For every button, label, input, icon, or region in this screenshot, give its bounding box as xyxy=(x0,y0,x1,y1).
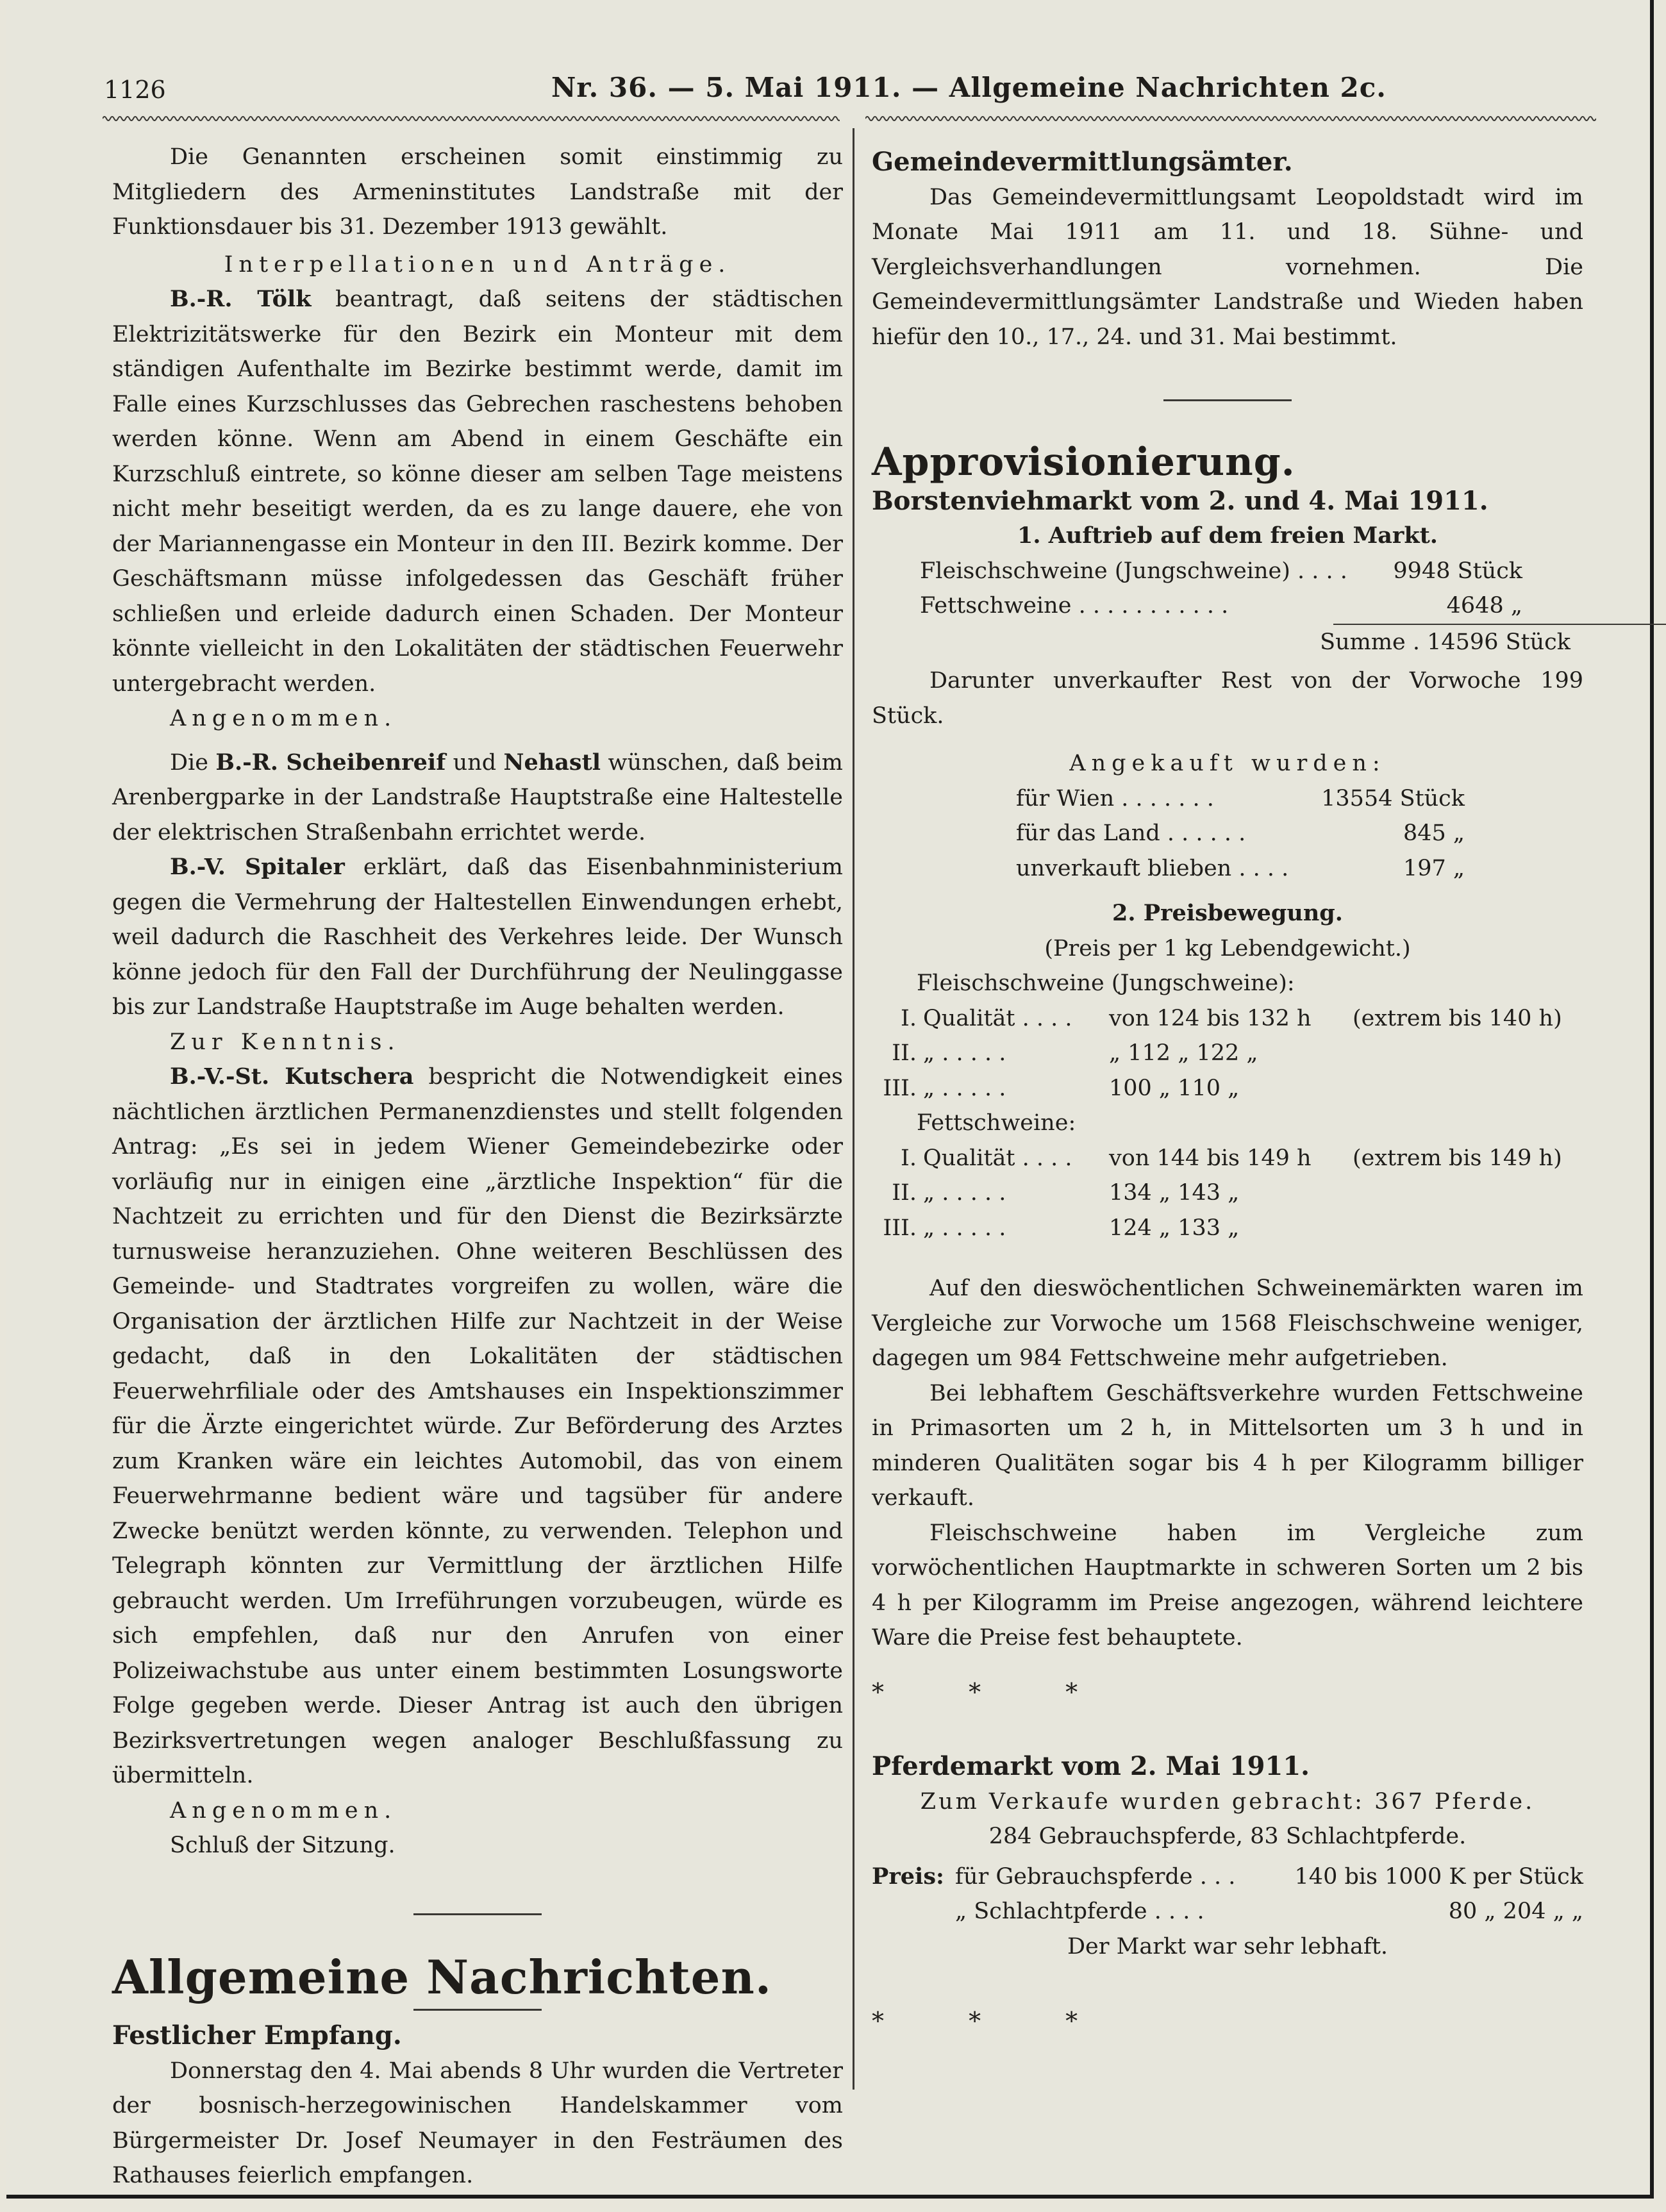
fleisch-table xyxy=(872,1001,1583,1106)
left-column xyxy=(112,140,843,2193)
fett-value: 124 „ 133 „ xyxy=(1109,1215,1240,1241)
paragraph-empfang: Donnerstag den 4. Mai abends 8 Uhr wurden die Vertreter der bosnisch-herzegowinischen Handelskammer vom Bürgermeister Dr. Josef Neumayer in den Festräumen des Rathauses feierlich empfangen. xyxy=(112,2058,843,2188)
paragraph-gemeindevermittlung: Das Gemeindevermittlungsamt Leopoldstadt wird im Monate Mai 1911 am 11. und 18. Sühne- und Vergleichsverhandlungen vornehmen. Die Gemeindevermittlungsämter Landstraße und Wieden haben hiefür den 10., 17., 24. und 31. Mai bestimmt. xyxy=(872,184,1583,350)
paragraph-toelk xyxy=(112,282,843,701)
fleisch-extreme xyxy=(1353,1036,1583,1071)
summe-line: Summe . 14596 Stück xyxy=(1320,629,1570,655)
fett-quality: II. xyxy=(892,1180,917,1206)
preis-subtitle: (Preis per 1 kg Lebendgewicht.) xyxy=(1044,935,1411,961)
paragraph-markt-1: Auf den dieswöchentlichen Schweinemärkten waren im Vergleiche zur Vorwoche um 1568 Fleischschweine weniger, dagegen um 984 Fettschweine mehr aufgetrieben. xyxy=(872,1276,1583,1371)
paragraph-kutschera xyxy=(112,1060,843,1793)
fleisch-quality: I. xyxy=(901,1005,917,1031)
fett-label: Fettschweine: xyxy=(917,1110,1076,1136)
fett-extreme: (extrem bis 149 h) xyxy=(1353,1145,1562,1171)
fleisch-row xyxy=(872,1036,1583,1071)
ankauf-label: für Wien . . . . . . . xyxy=(1016,785,1214,811)
heading-pferdemarkt: Pferdemarkt vom 2. Mai 1911. xyxy=(872,1751,1310,1781)
fett-extreme xyxy=(1353,1211,1583,1246)
auftrieb-row xyxy=(920,554,1522,589)
text-scheib-mid: und xyxy=(446,749,504,776)
fleisch-label: Qualität . . . . xyxy=(923,1005,1072,1031)
text-scheib-pre: Die xyxy=(170,749,216,776)
text-scheib: wünschen, daß beim Arenbergparke in der Landstraße Hauptstraße eine Haltestelle der elektrischen Straßenbahn errichtet werde. xyxy=(112,749,843,845)
name-kutschera: B.-V.-St. Kutschera xyxy=(170,1063,414,1090)
ankauf-value: 197 „ xyxy=(1403,855,1465,881)
fett-row xyxy=(872,1141,1583,1176)
auftrieb-table xyxy=(872,554,1522,624)
paragraph-armeninstitut: Die Genannten erscheinen somit einstimmig zu Mitgliedern des Armeninstitutes Landstraße mit der Funktionsdauer bis 31. Dezember 1913 gewählt. xyxy=(112,144,843,240)
newspaper-page xyxy=(6,0,1654,2199)
pferd-verkauf: Zum Verkaufe wurden gebracht: 367 Pferde. xyxy=(920,1788,1535,1815)
auftrieb-value: 9948 Stück xyxy=(1393,558,1522,584)
ankauf-value: 845 „ xyxy=(1403,820,1465,846)
heading-borstenviehmarkt: Borstenviehmarkt vom 2. und 4. Mai 1911. xyxy=(872,485,1488,516)
heading-interpellationen: Interpellationen und Anträge. xyxy=(224,251,731,278)
wavy-rule-left xyxy=(103,114,840,123)
fleisch-row xyxy=(872,1071,1583,1106)
ankauf-label: für das Land . . . . . . xyxy=(1016,820,1246,846)
separator-stars-2: * * * xyxy=(872,2007,1117,2035)
pferd-preis-value: 80 „ 204 „ „ xyxy=(1448,1899,1583,1924)
fleisch-label: „ . . . . . xyxy=(923,1075,1006,1101)
angenommen-2: Angenommen. xyxy=(170,1797,397,1824)
fleisch-extreme xyxy=(1353,1071,1583,1106)
auftrieb-row xyxy=(920,588,1522,624)
short-rule-3 xyxy=(1163,399,1292,401)
heading-empfang: Festlicher Empfang. xyxy=(112,2020,402,2050)
paragraph-scheibenreif xyxy=(112,745,843,851)
paragraph-markt-2: Bei lebhaftem Geschäftsverkehre wurden Fettschweine in Primasorten um 2 h, in Mittelsorten um 3 h und in minderen Qualitäten sogar bis 4 h per Kilogramm billiger verkauft. xyxy=(872,1380,1583,1511)
ankauf-table xyxy=(872,781,1465,886)
ankauf-row xyxy=(1016,781,1465,817)
page-number: 1126 xyxy=(104,76,166,104)
pferd-preis-label: „ Schlachtpferde . . . . xyxy=(955,1899,1204,1924)
text-spitaler: erklärt, daß das Eisenbahnministerium gegen die Vermehrung der Haltestellen Einwendungen erhebt, weil dadurch die Raschheit des Verkehres leide. Der Wunsch könne jedoch für den Fall der Durchführung der Neulinggasse bis zur Landstraße Hauptstraße im Auge behalten werden. xyxy=(112,854,843,1020)
paragraph-markt-3: Fleischschweine haben im Vergleiche zum vorwöchentlichen Hauptmarkte in schweren Sorten um 2 bis 4 h per Kilogramm im Preise angezogen, während leichtere Ware die Preise fest behauptete. xyxy=(872,1520,1583,1651)
heading-auftrieb: 1. Auftrieb auf dem freien Markt. xyxy=(1017,522,1438,549)
paragraph-spitaler xyxy=(112,850,843,1025)
auftrieb-label: Fettschweine . . . . . . . . . . . xyxy=(920,593,1229,619)
ankauf-label: unverkauft blieben . . . . xyxy=(1016,855,1289,881)
markt-lebhaft: Der Markt war sehr lebhaft. xyxy=(1067,1933,1388,1959)
darunter-line: Darunter unverkaufter Rest von der Vorwoche 199 Stück. xyxy=(872,668,1583,729)
name-scheibenreif: B.-R. Scheibenreif xyxy=(215,749,446,776)
fett-row xyxy=(872,1211,1583,1246)
text-toelk: beantragt, daß seitens der städtischen Elektrizitätswerke für den Bezirk ein Monteur mit dem ständigen Aufenthalte im Bezirke bestimmt werde, damit im Falle eines Kurzschlusses das Gebrechen raschestens behoben werden könne. Wenn am Abend in einem Geschäfte ein Kurzschluß eintrete, so könne dieser am selben Tage meistens nicht mehr beseitigt werden, da es zu lange dauere, ehe von der Mariannengasse ein Monteur in den III. Bezirk komme. Der Geschäftsmann müsse infolgedessen das Geschäft früher schließen und erleide dadurch einen Schaden. Der Monteur könnte vielleicht in den Lokalitäten der städtischen Feuerwehr untergebracht werden. xyxy=(112,287,843,697)
fleisch-row xyxy=(872,1001,1583,1036)
pferd-preis-rows xyxy=(955,1859,1583,1929)
fleisch-extreme: (extrem bis 140 h) xyxy=(1353,1005,1562,1031)
name-toelk: B.-R. Tölk xyxy=(170,286,312,312)
fett-value: 134 „ 143 „ xyxy=(1109,1180,1240,1206)
fleisch-value: 100 „ 110 „ xyxy=(1109,1075,1240,1101)
name-spitaler: B.-V. Spitaler xyxy=(170,854,345,880)
preis-label: Preis: xyxy=(872,1863,944,1890)
fett-extreme xyxy=(1353,1176,1583,1211)
fett-quality: I. xyxy=(901,1145,917,1171)
right-column xyxy=(872,140,1583,2039)
heading-preisbewegung: 2. Preisbewegung. xyxy=(1112,900,1343,926)
short-rule-2 xyxy=(413,2009,542,2011)
ankauf-row xyxy=(1016,816,1465,851)
auftrieb-label: Fleischschweine (Jungschweine) . . . . xyxy=(920,558,1347,584)
pferd-preis-value: 140 bis 1000 K per Stück xyxy=(1294,1863,1583,1890)
zur-kenntnis: Zur Kenntnis. xyxy=(170,1029,401,1055)
fett-label: Qualität . . . . xyxy=(923,1145,1072,1171)
pferd-preis-row xyxy=(955,1894,1583,1929)
fleisch-value: „ 112 „ 122 „ xyxy=(1109,1040,1258,1066)
heading-approvisionierung: Approvisionierung. xyxy=(872,440,1295,485)
running-title: Nr. 36. — 5. Mai 1911. — Allgemeine Nachrichten 2c. xyxy=(551,72,1387,103)
ankauf-row xyxy=(1016,851,1465,886)
pferd-preise xyxy=(872,1859,1583,1929)
short-rule-1 xyxy=(413,1913,542,1915)
ankauf-value: 13554 Stück xyxy=(1321,785,1465,811)
fleisch-value: von 124 bis 132 h xyxy=(1109,1005,1312,1031)
fett-quality: III. xyxy=(883,1215,917,1241)
fleisch-quality: II. xyxy=(892,1040,917,1066)
schluss-sitzung: Schluß der Sitzung. xyxy=(170,1833,396,1858)
fett-label: „ . . . . . xyxy=(923,1215,1006,1241)
angenommen-1: Angenommen. xyxy=(170,706,397,731)
pferd-preis-row xyxy=(955,1859,1583,1895)
angekauft-heading: Angekauft wurden: xyxy=(1069,751,1386,776)
auftrieb-value: 4648 „ xyxy=(1446,593,1522,619)
fett-table xyxy=(872,1141,1583,1246)
wavy-rule-right xyxy=(865,114,1596,123)
fett-label: „ . . . . . xyxy=(923,1180,1006,1206)
fett-value: von 144 bis 149 h xyxy=(1109,1145,1312,1171)
text-kutschera: bespricht die Notwendigkeit eines nächtlichen ärztlichen Permanenzdienstes und stellt folgenden Antrag: „Es sei in jedem Wiener Gemeindebezirke oder vorläufig nur in einigen eine „ärztliche Inspektion“ für die Nachtzeit zu errichten und für den Dienst die Bezirksärzte turnusweise heranzuziehen. Ohne weiteren Beschlüssen des Gemeinde- und Stadtrates vorgreifen zu wollen, wäre die Organisation der ärztlichen Hilfe zur Nachtzeit in der Weise gedacht, daß in den Lokalitäten der städtischen Feuerwehrfiliale oder des Amtshauses ein Inspektionszimmer für die Ärzte eingerichtet würde. Zur Beförderung des Arztes zum Kranken wäre ein leichtes Automobil, das von einem Feuerwehrmanne bedient wäre und tagsüber für andere Zwecke benützt werden könnte, zu verwenden. Telephon und Telegraph könnten zur Vermittlung der ärztlichen Hilfe gebraucht werden. Um Irreführungen vorzubeugen, würde es sich empfehlen, daß nur den Anrufen von einer Polizeiwachstube aus unter einem bestimmten Losungsworte Folge gegeben werde. Dieser Antrag ist auch den übrigen Bezirksvertretungen wegen analoger Beschlußfassung zu übermitteln. xyxy=(112,1064,843,1788)
name-nehastl: Nehastl xyxy=(503,749,601,776)
fett-row xyxy=(872,1176,1583,1211)
fleisch-label: Fleischschweine (Jungschweine): xyxy=(917,970,1295,996)
section-title: Allgemeine Nachrichten. xyxy=(112,1949,772,2004)
column-divider xyxy=(853,128,854,2090)
pferd-preis-label: für Gebrauchspferde . . . xyxy=(955,1863,1236,1890)
heading-gemeindevermittlung: Gemeindevermittlungsämter. xyxy=(872,147,1293,177)
pferd-arten: 284 Gebrauchspferde, 83 Schlachtpferde. xyxy=(988,1824,1467,1849)
fleisch-quality: III. xyxy=(883,1075,917,1101)
separator-stars-1: * * * xyxy=(872,1677,1117,1706)
fleisch-label: „ . . . . . xyxy=(923,1040,1006,1066)
